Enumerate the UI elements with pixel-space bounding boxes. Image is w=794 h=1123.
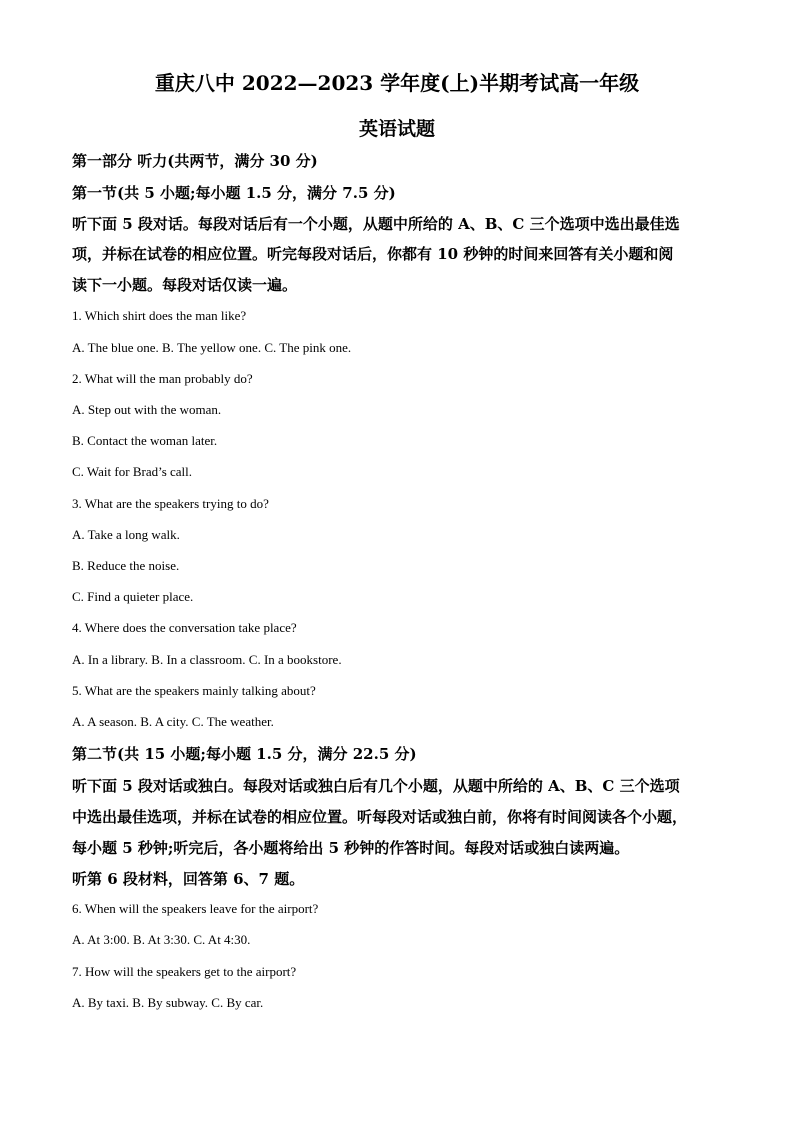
question-5: 5. What are the speakers mainly talking about? — [72, 683, 316, 698]
question-3-option-c: C. Find a quieter place. — [72, 589, 194, 604]
page-subtitle: 英语试题 — [358, 118, 435, 140]
question-2-option-b: B. Contact the woman later. — [72, 433, 218, 448]
section-one-heading: 第一节(共 5 小题;每小题 1.5 分，满分 7.5 分) — [72, 184, 396, 202]
section-two-instruction-line: 每小题 5 秒钟;听完后，各小题将给出 5 秒钟的作答时间。每段对话或独白读两遍。 — [72, 839, 630, 857]
question-2: 2. What will the man probably do? — [72, 371, 253, 386]
question-6: 6. When will the speakers leave for the airport? — [72, 901, 319, 916]
section-two-instruction-line: 听下面 5 段对话或独白。每段对话或独白后有几个小题，从题中所给的 A、B、C 三个选项 — [72, 777, 680, 795]
question-3-option-a: A. Take a long walk. — [72, 527, 180, 542]
section-one-instruction-line: 读下一小题。每段对话仅读一遍。 — [72, 276, 298, 294]
question-3-option-b: B. Reduce the noise. — [72, 558, 180, 573]
material-6-heading: 听第 6 段材料，回答第 6、7 题。 — [72, 870, 305, 888]
section-two-instruction-line: 中选出最佳选项，并标在试卷的相应位置。听每段对话或独白前，你将有时间阅读各个小题， — [72, 808, 688, 826]
question-7: 7. How will the speakers get to the airport? — [72, 964, 297, 979]
question-2-option-a: A. Step out with the woman. — [72, 402, 222, 417]
question-2-option-c: C. Wait for Brad’s call. — [72, 464, 193, 479]
question-4-options: A. In a library. B. In a classroom. C. In a bookstore. — [72, 652, 342, 667]
question-7-options: A. By taxi. B. By subway. C. By car. — [72, 995, 264, 1010]
question-1-options: A. The blue one. B. The yellow one. C. The pink one. — [72, 340, 352, 355]
question-1: 1. Which shirt does the man like? — [72, 308, 247, 323]
page-title: 重庆八中 2022—2023 学年度(上)半期考试高一年级 — [154, 71, 640, 95]
question-5-options: A. A season. B. A city. C. The weather. — [72, 714, 274, 729]
section-one-instruction-line: 听下面 5 段对话。每段对话后有一个小题，从题中所给的 A、B、C 三个选项中选出最佳选 — [72, 215, 680, 233]
section-one-instruction-line: 项，并标在试卷的相应位置。听完每段对话后，你都有 10 秒钟的时间来回答有关小题和阅 — [72, 245, 674, 263]
question-6-options: A. At 3:00. B. At 3:30. C. At 4:30. — [72, 932, 251, 947]
question-3: 3. What are the speakers trying to do? — [72, 496, 269, 511]
question-4: 4. Where does the conversation take place? — [72, 620, 297, 635]
part-one-heading: 第一部分 听力(共两节，满分 30 分) — [72, 152, 318, 170]
section-two-heading: 第二节(共 15 小题;每小题 1.5 分，满分 22.5 分) — [72, 745, 417, 763]
